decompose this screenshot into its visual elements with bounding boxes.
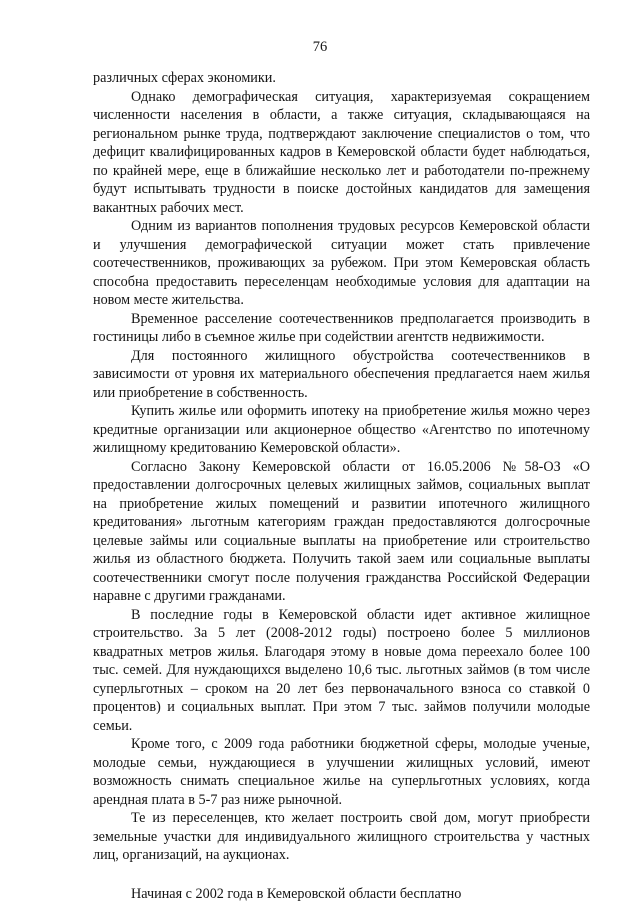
paragraph: Купить жилье или оформить ипотеку на приобретение жилья можно через кредитные организации или акционерное общество «Агентство по ипотечному жилищному кредитованию Кемеровской области». <box>93 403 590 456</box>
paragraph: Для постоянного жилищного обустройства соотечественников в зависимости от уровня их материального обеспечения предлагается наем жилья или приобретение в собственность. <box>93 347 590 401</box>
paragraph: Временное расселение соотечественников предполагается производить в гостиницы либо в съемное жилье при содействии агентств недвижимости. <box>93 310 590 345</box>
document-body <box>93 69 590 903</box>
paragraph: Кроме того, с 2009 года работники бюджетной сферы, молодые ученые, молодые семьи, нуждающиеся в улучшении жилищных условий, имеют возможность снимать специальное жилье на суперльготных условиях, когда арендная плата в 5-7 раз ниже рыночной. <box>93 736 590 808</box>
paragraph: Начиная с 2002 года в Кемеровской области бесплатно <box>131 885 462 902</box>
paragraph: Согласно Закону Кемеровской области от 16.05.2006 №58-ОЗ «О предоставлении долгосрочных целевых жилищных займов, социальных выплат на приобретение жилых помещений и развитии ипотечного жилищного кредитования» льготным категориям граждан предоставляются долгосрочные целевые займы или социальные выплаты на приобретение или строительство жилья из областного бюджета. Получить такой заем или социальные выплаты соотечественники смогут после получения гражданства Российской Федерации наравне с другими гражданами. <box>93 458 590 604</box>
page-number: 76 <box>312 39 328 55</box>
paragraph: Однако демографическая ситуация, характеризуемая сокращением численности населения в области, а также ситуация, складывающаяся на региональном рынке труда, подтверждают заключение специалистов о том, что дефицит квалифицированных кадров в Кемеровской области будет наблюдаться, по крайней мере, еще в ближайшие несколько лет и работодатели по-прежнему будут испытывать трудности в поиске достойных кандидатов для замещения вакантных рабочих мест. <box>93 88 590 216</box>
paragraph: В последние годы в Кемеровской области идет активное жилищное строительство. За 5 лет (2008-2012 годы) построено более 5 миллионов квадратных метров жилья. Благодаря этому в новые дома переехало более 100 тыс. семей. Для нуждающихся выделено 10,6 тыс. льготных займов (в том числе суперльготных – сроком на 20 лет без первоначального взноса со ставкой 0 процентов) и социальных выплат. При этом 7 тыс. займов получили молодые семьи. <box>93 606 590 734</box>
paragraph: различных сферах экономики. <box>93 70 276 86</box>
paragraph: Те из переселенцев, кто желает построить свой дом, могут приобрести земельные участки для индивидуального жилищного строительства у частных лиц, организаций, на аукционах. <box>93 810 590 863</box>
paragraph: Одним из вариантов пополнения трудовых ресурсов Кемеровской области и улучшения демографической ситуации может стать привлечение соотечественников, проживающих за рубежом. При этом Кемеровская область способна предоставить переселенцам необходимые условия для адаптации на новом месте жительства. <box>93 218 590 308</box>
